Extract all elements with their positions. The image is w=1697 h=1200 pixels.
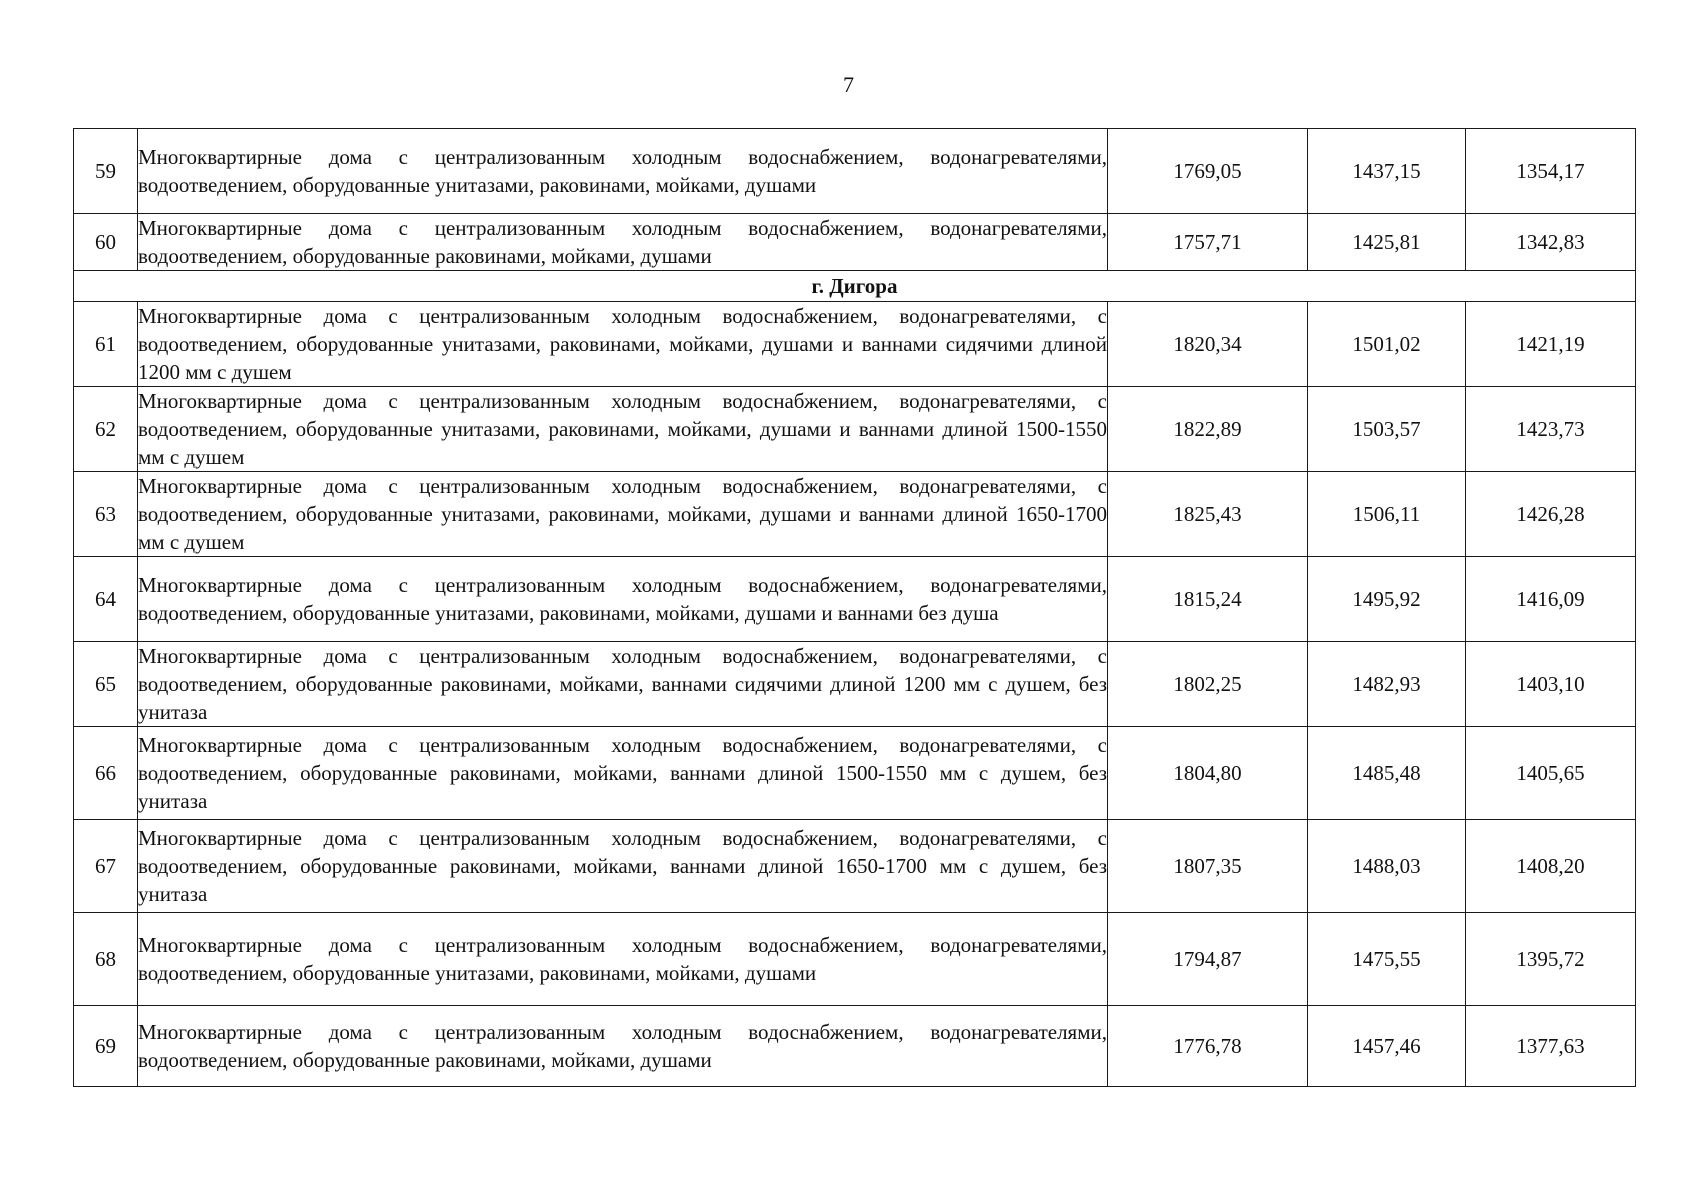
row-value-2: 1482,93 (1308, 642, 1466, 727)
row-value-1: 1807,35 (1108, 820, 1308, 913)
row-value-2: 1501,02 (1308, 302, 1466, 387)
row-value-1: 1822,89 (1108, 387, 1308, 472)
row-description: Многоквартирные дома с централизованным холодным водоснабжением, водонагревателями, с водоотведением, оборудованные унитазами, раковинами, мойками, душами и ваннами сидячими длиной 1200 мм с душем (138, 302, 1108, 387)
table-row (74, 387, 1636, 472)
row-value-1: 1794,87 (1108, 913, 1308, 1006)
row-number: 61 (74, 302, 138, 387)
table-row (74, 557, 1636, 642)
row-description: Многоквартирные дома с централизованным холодным водоснабжением, водонагревателями, водоотведением, оборудованные раковинами, мойками, душами (138, 1006, 1108, 1087)
table-row (74, 472, 1636, 557)
row-value-3: 1408,20 (1466, 820, 1636, 913)
row-number: 67 (74, 820, 138, 913)
row-value-1: 1825,43 (1108, 472, 1308, 557)
section-row (74, 271, 1636, 302)
row-value-1: 1820,34 (1108, 302, 1308, 387)
table-row (74, 1006, 1636, 1087)
row-value-3: 1416,09 (1466, 557, 1636, 642)
row-value-3: 1423,73 (1466, 387, 1636, 472)
row-value-1: 1815,24 (1108, 557, 1308, 642)
row-description: Многоквартирные дома с централизованным холодным водоснабжением, водонагревателями, с водоотведением, оборудованные раковинами, мойками, ваннами сидячими длиной 1200 мм с душем, без унитаза (138, 642, 1108, 727)
row-value-1: 1776,78 (1108, 1006, 1308, 1087)
row-description: Многоквартирные дома с централизованным холодным водоснабжением, водонагревателями, с водоотведением, оборудованные раковинами, мойками, ваннами длиной 1650-1700 мм с душем, без унитаза (138, 820, 1108, 913)
row-description: Многоквартирные дома с централизованным холодным водоснабжением, водонагревателями, водоотведением, оборудованные унитазами, раковинами, мойками, душами и ваннами без душа (138, 557, 1108, 642)
row-number: 64 (74, 557, 138, 642)
tariff-table (73, 128, 1636, 1087)
section-title: г. Дигора (74, 271, 1636, 302)
row-value-1: 1757,71 (1108, 214, 1308, 271)
row-description: Многоквартирные дома с централизованным холодным водоснабжением, водонагревателями, водоотведением, оборудованные раковинами, мойками, душами (138, 214, 1108, 271)
row-number: 60 (74, 214, 138, 271)
row-value-3: 1377,63 (1466, 1006, 1636, 1087)
table-row (74, 820, 1636, 913)
row-description: Многоквартирные дома с централизованным холодным водоснабжением, водонагревателями, водоотведением, оборудованные унитазами, раковинами, мойками, душами (138, 129, 1108, 214)
table-row (74, 727, 1636, 820)
row-value-1: 1802,25 (1108, 642, 1308, 727)
row-description: Многоквартирные дома с централизованным холодным водоснабжением, водонагревателями, с водоотведением, оборудованные раковинами, мойками, ваннами длиной 1500-1550 мм с душем, без унитаза (138, 727, 1108, 820)
row-value-3: 1395,72 (1466, 913, 1636, 1006)
row-value-2: 1437,15 (1308, 129, 1466, 214)
table-row (74, 129, 1636, 214)
row-number: 66 (74, 727, 138, 820)
table-row (74, 642, 1636, 727)
row-number: 63 (74, 472, 138, 557)
row-value-2: 1495,92 (1308, 557, 1466, 642)
row-value-3: 1426,28 (1466, 472, 1636, 557)
row-value-1: 1769,05 (1108, 129, 1308, 214)
row-number: 69 (74, 1006, 138, 1087)
table-row (74, 302, 1636, 387)
row-value-2: 1485,48 (1308, 727, 1466, 820)
row-value-1: 1804,80 (1108, 727, 1308, 820)
row-description: Многоквартирные дома с централизованным холодным водоснабжением, водонагревателями, с водоотведением, оборудованные унитазами, раковинами, мойками, душами и ваннами длиной 1650-1700 мм с душем (138, 472, 1108, 557)
row-value-2: 1425,81 (1308, 214, 1466, 271)
row-value-2: 1503,57 (1308, 387, 1466, 472)
page-number: 7 (843, 72, 854, 97)
row-value-2: 1457,46 (1308, 1006, 1466, 1087)
row-value-2: 1475,55 (1308, 913, 1466, 1006)
row-description: Многоквартирные дома с централизованным холодным водоснабжением, водонагревателями, водоотведением, оборудованные унитазами, раковинами, мойками, душами (138, 913, 1108, 1006)
row-value-3: 1405,65 (1466, 727, 1636, 820)
row-number: 59 (74, 129, 138, 214)
row-description: Многоквартирные дома с централизованным холодным водоснабжением, водонагревателями, с водоотведением, оборудованные унитазами, раковинами, мойками, душами и ваннами длиной 1500-1550 мм с душем (138, 387, 1108, 472)
row-value-3: 1342,83 (1466, 214, 1636, 271)
row-value-2: 1506,11 (1308, 472, 1466, 557)
row-number: 62 (74, 387, 138, 472)
row-value-2: 1488,03 (1308, 820, 1466, 913)
row-number: 68 (74, 913, 138, 1006)
row-value-3: 1421,19 (1466, 302, 1636, 387)
table-row (74, 913, 1636, 1006)
row-value-3: 1403,10 (1466, 642, 1636, 727)
row-number: 65 (74, 642, 138, 727)
row-value-3: 1354,17 (1466, 129, 1636, 214)
table-row (74, 214, 1636, 271)
